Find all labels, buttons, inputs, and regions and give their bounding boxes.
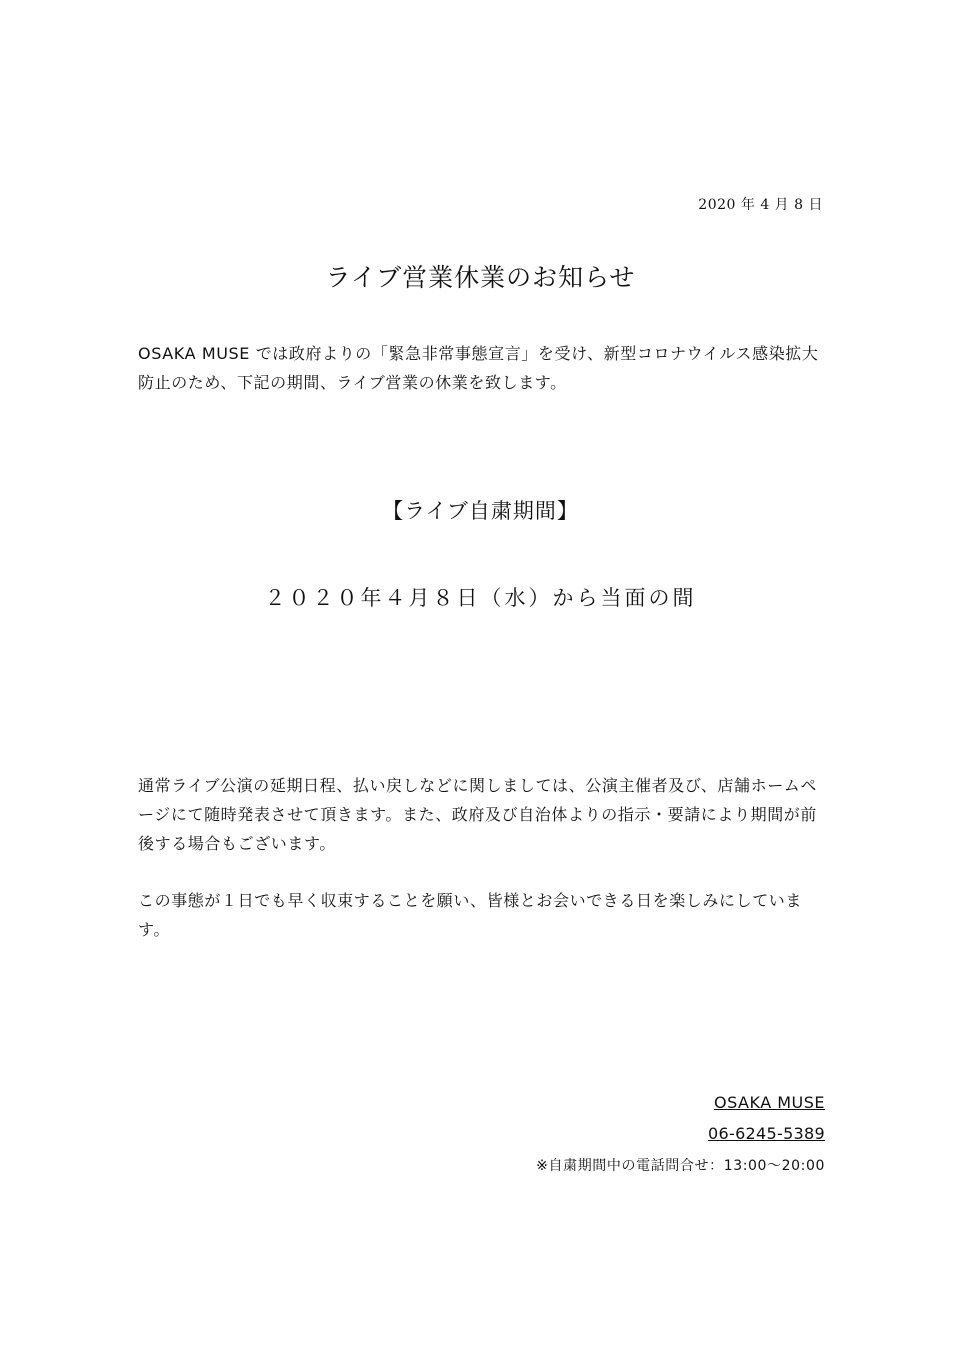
period-heading: 【ライブ自粛期間】	[382, 499, 579, 523]
notice-title: ライブ営業休業のお知らせ	[325, 263, 636, 292]
contact-name-link[interactable]: OSAKA MUSE	[713, 1093, 825, 1112]
period-range: ２０２０年４月８日（水）から当面の間	[264, 586, 697, 610]
notice-date: 2020 年 4 月 8 日	[698, 197, 823, 213]
contact-phone-link[interactable]: 06-6245-5389	[708, 1124, 825, 1143]
intro-paragraph: OSAKA MUSE では政府よりの「緊急非常事態宣言」を受け、新型コロナウイルス感染拡大防止のため、下記の期間、ライブ営業の休業を致します。	[138, 344, 819, 392]
closing-paragraph: この事態が１日でも早く収束することを願い、皆様とお会いできる日を楽しみにしています。	[138, 891, 803, 939]
refund-paragraph: 通常ライブ公演の延期日程、払い戻しなどに関しましては、公演主催者及び、店舗ホームページにて随時発表させて頂きます。また、政府及び自治体よりの指示・要請により期間が前後する場合もございます。	[138, 776, 818, 853]
contact-hours-note: ※自粛期間中の電話問合せ：13:00〜20:00	[536, 1158, 825, 1174]
